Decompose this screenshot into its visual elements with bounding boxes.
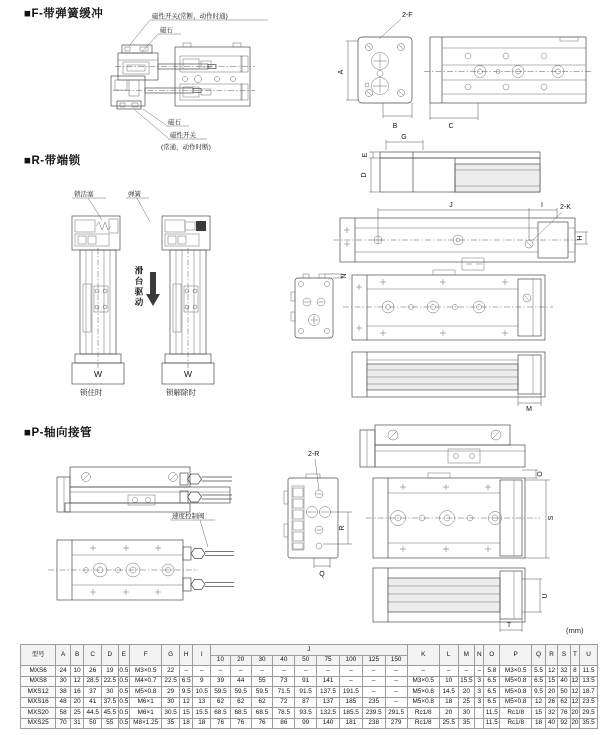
col-header-c: C bbox=[84, 645, 102, 666]
dim-cell: – bbox=[385, 697, 407, 708]
dim-cell: 19 bbox=[102, 666, 119, 677]
col-header-f: F bbox=[130, 645, 162, 666]
col-subheader-j-20: 20 bbox=[230, 655, 251, 666]
dim-cell: 12 bbox=[179, 697, 193, 708]
dim-cell: 20 bbox=[458, 687, 475, 698]
dim-cell: 12 bbox=[70, 676, 84, 687]
dim-cell: 32 bbox=[545, 708, 557, 719]
caption-locked: 锁住时 bbox=[80, 388, 103, 397]
col-header-t: T bbox=[570, 645, 579, 666]
dim-cell: 76 bbox=[251, 718, 273, 729]
dim-cell: 0.5 bbox=[118, 718, 129, 729]
col-header-m: M bbox=[458, 645, 475, 666]
dim-cell: 32 bbox=[558, 666, 570, 677]
dim-cell: M5×0.8 bbox=[500, 676, 532, 687]
dim-cell: 38 bbox=[56, 687, 71, 698]
dim-label-q: Q bbox=[319, 571, 325, 578]
table-row bbox=[21, 708, 598, 719]
dim-cell: M5×0.8 bbox=[130, 687, 162, 698]
dim-cell: 6.5 bbox=[532, 676, 546, 687]
col-header-d: D bbox=[102, 645, 119, 666]
dim-cell: – bbox=[251, 666, 273, 677]
dim-cell: 5.8 bbox=[484, 666, 500, 677]
dim-cell: 0.5 bbox=[118, 687, 129, 698]
dim-cell: 9.5 bbox=[179, 687, 193, 698]
dim-cell: 12 bbox=[532, 697, 546, 708]
dim-cell: 37 bbox=[84, 687, 102, 698]
dim-cell: 10 bbox=[439, 676, 458, 687]
dim-cell: 20 bbox=[570, 718, 579, 729]
dim-cell: M4×0.7 bbox=[130, 676, 162, 687]
dim-cell: 10 bbox=[70, 666, 84, 677]
callout-2r-label: 2-R bbox=[308, 451, 320, 458]
dim-cell: 93.5 bbox=[295, 708, 317, 719]
dim-cell: Rc1/8 bbox=[500, 708, 532, 719]
dim-cell: 3 bbox=[475, 687, 484, 698]
dim-cell: 41 bbox=[84, 697, 102, 708]
dim-label-o: O bbox=[537, 471, 544, 477]
col-subheader-j-100: 100 bbox=[339, 655, 362, 666]
dim-cell: Rc1/8 bbox=[407, 708, 439, 719]
dim-cell: 50 bbox=[84, 718, 102, 729]
dim-cell: – bbox=[458, 666, 475, 677]
dim-cell: – bbox=[439, 666, 458, 677]
dim-cell: 11.5 bbox=[484, 718, 500, 729]
model-cell: MXS20 bbox=[21, 708, 56, 719]
section-f-title: ■F-带弹簧缓冲 bbox=[24, 8, 104, 20]
callout-2f-label: 2-F bbox=[402, 12, 413, 19]
col-subheader-j-150: 150 bbox=[385, 655, 407, 666]
dim-label-m: M bbox=[526, 406, 532, 413]
dim-cell: 185 bbox=[339, 697, 362, 708]
dim-cell: Rc1/8 bbox=[407, 718, 439, 729]
dim-cell: 137 bbox=[317, 697, 340, 708]
col-header-r: R bbox=[545, 645, 557, 666]
model-cell: MXS25 bbox=[21, 718, 56, 729]
dim-cell: 30.5 bbox=[162, 708, 180, 719]
col-subheader-j-50: 50 bbox=[295, 655, 317, 666]
spring-label: 弹簧 bbox=[128, 191, 141, 198]
table-row bbox=[21, 676, 598, 687]
dim-cell: 62 bbox=[251, 697, 273, 708]
dim-cell: – bbox=[339, 666, 362, 677]
model-cell: MXS16 bbox=[21, 697, 56, 708]
dim-cell: Rc1/8 bbox=[500, 718, 532, 729]
unit-note: (mm) bbox=[566, 626, 584, 635]
dim-label-e: E bbox=[362, 152, 369, 158]
table-header bbox=[21, 645, 598, 666]
dim-cell: 279 bbox=[385, 718, 407, 729]
dim-cell: 87 bbox=[295, 697, 317, 708]
dim-cell: 11.5 bbox=[580, 666, 598, 677]
dim-label-s: S bbox=[548, 515, 555, 521]
dim-cell: 6.5 bbox=[179, 676, 193, 687]
dim-cell: 59.5 bbox=[211, 687, 231, 698]
dim-cell: 78.5 bbox=[273, 708, 295, 719]
dim-cell: 6.5 bbox=[484, 676, 500, 687]
dim-cell: 3 bbox=[475, 697, 484, 708]
model-column-header: 型号 bbox=[21, 645, 56, 666]
dim-cell: 20 bbox=[439, 708, 458, 719]
dim-cell: – bbox=[362, 666, 385, 677]
dim-cell: 92 bbox=[558, 718, 570, 729]
dim-cell: 5.5 bbox=[532, 666, 546, 677]
dim-cell: 30 bbox=[102, 687, 119, 698]
dim-cell: 10.5 bbox=[193, 687, 211, 698]
dim-cell: 132.5 bbox=[317, 708, 340, 719]
dim-cell: – bbox=[385, 666, 407, 677]
dim-cell: M6×1 bbox=[130, 708, 162, 719]
dim-cell: 23.5 bbox=[580, 697, 598, 708]
dim-cell: – bbox=[362, 676, 385, 687]
dim-cell: 30 bbox=[458, 708, 475, 719]
dim-cell: 55 bbox=[251, 676, 273, 687]
dim-cell: 20 bbox=[545, 687, 557, 698]
dim-cell: 11.5 bbox=[484, 708, 500, 719]
dim-cell: 70 bbox=[56, 718, 71, 729]
model-cell: MXS8 bbox=[21, 676, 56, 687]
dim-cell: 18 bbox=[179, 718, 193, 729]
col-header-a: A bbox=[56, 645, 71, 666]
dim-cell: 37.5 bbox=[102, 697, 119, 708]
col-header-l: L bbox=[439, 645, 458, 666]
dim-cell: 55 bbox=[102, 718, 119, 729]
dim-label-j: J bbox=[449, 202, 453, 209]
dim-cell: M5×0.8 bbox=[500, 687, 532, 698]
dim-label-b: B bbox=[392, 123, 398, 130]
dim-cell: – bbox=[193, 666, 211, 677]
dim-cell: 141 bbox=[317, 676, 340, 687]
dim-cell: 3 bbox=[475, 676, 484, 687]
model-cell: MXS6 bbox=[21, 666, 56, 677]
dim-cell: 29 bbox=[162, 687, 180, 698]
dim-cell: 71.5 bbox=[273, 687, 295, 698]
dim-label-r: R bbox=[339, 525, 346, 531]
auto-switch-bottom-note: (常通，动作时断) bbox=[161, 144, 211, 151]
dim-cell: 9.5 bbox=[532, 687, 546, 698]
magnet-bottom-label: 磁石 bbox=[168, 119, 181, 126]
dim-cell: 9 bbox=[193, 676, 211, 687]
dim-cell: 181 bbox=[339, 718, 362, 729]
p-dimension-views bbox=[278, 416, 602, 634]
dim-cell: 13 bbox=[193, 697, 211, 708]
dim-cell: M5×0.8 bbox=[407, 687, 439, 698]
dim-cell: 15.5 bbox=[458, 676, 475, 687]
dim-cell: 0.5 bbox=[118, 708, 129, 719]
table-row bbox=[21, 718, 598, 729]
table-body bbox=[21, 666, 598, 729]
dim-cell: 16 bbox=[70, 687, 84, 698]
dim-cell: – bbox=[407, 666, 439, 677]
dim-cell: M3×0.5 bbox=[130, 666, 162, 677]
col-header-o: O bbox=[484, 645, 500, 666]
dim-cell: 12 bbox=[570, 697, 579, 708]
dim-label-i: I bbox=[541, 202, 543, 209]
dim-cell: 25 bbox=[70, 708, 84, 719]
dim-cell: 191.5 bbox=[339, 687, 362, 698]
dim-cell: 12 bbox=[570, 687, 579, 698]
dim-cell: 24 bbox=[56, 666, 71, 677]
dim-cell: 40 bbox=[558, 676, 570, 687]
dim-cell: 239.5 bbox=[362, 708, 385, 719]
dim-cell: 59.5 bbox=[251, 687, 273, 698]
dim-cell: 76 bbox=[230, 718, 251, 729]
col-header-h: H bbox=[179, 645, 193, 666]
dim-cell: 68.5 bbox=[230, 708, 251, 719]
dimension-table bbox=[20, 644, 598, 729]
col-subheader-j-40: 40 bbox=[273, 655, 295, 666]
dim-label-t: T bbox=[506, 622, 512, 629]
dim-cell: 238 bbox=[362, 718, 385, 729]
dim-cell: – bbox=[295, 666, 317, 677]
dim-label-h: H bbox=[577, 235, 584, 241]
col-header-k: K bbox=[407, 645, 439, 666]
dim-cell: – bbox=[362, 687, 385, 698]
auto-switch-bottom-label: 磁性开关 bbox=[170, 132, 196, 139]
col-subheader-j-10: 10 bbox=[211, 655, 231, 666]
col-subheader-j-30: 30 bbox=[251, 655, 273, 666]
dim-cell: 6.5 bbox=[484, 687, 500, 698]
dim-cell: – bbox=[339, 676, 362, 687]
dim-cell: 235 bbox=[362, 697, 385, 708]
dim-cell: 58 bbox=[56, 708, 71, 719]
dim-cell: 140 bbox=[317, 718, 340, 729]
dim-cell: M5×0.8 bbox=[500, 697, 532, 708]
section-r-title: ■R-带端锁 bbox=[24, 155, 81, 167]
dim-cell: – bbox=[385, 687, 407, 698]
dim-cell: – bbox=[385, 676, 407, 687]
dim-cell: 185.5 bbox=[339, 708, 362, 719]
p-axial-piping-diagram bbox=[38, 435, 290, 633]
dim-cell: 8 bbox=[570, 666, 579, 677]
dim-cell: 35.5 bbox=[580, 718, 598, 729]
dim-cell bbox=[475, 718, 484, 729]
dim-cell: 0.5 bbox=[118, 676, 129, 687]
dim-cell: 0.5 bbox=[118, 697, 129, 708]
col-header-s: S bbox=[558, 645, 570, 666]
dim-cell bbox=[475, 708, 484, 719]
dim-cell: – bbox=[317, 666, 340, 677]
dim-cell: 12 bbox=[570, 676, 579, 687]
dim-cell: 86 bbox=[273, 718, 295, 729]
dim-cell: M8×1.25 bbox=[130, 718, 162, 729]
col-header-p: P bbox=[500, 645, 532, 666]
dim-cell: 22.5 bbox=[102, 676, 119, 687]
dim-cell: 50 bbox=[558, 687, 570, 698]
dim-label-u: U bbox=[542, 593, 549, 599]
dim-label-n: N bbox=[341, 273, 348, 279]
dim-cell: 45.5 bbox=[102, 708, 119, 719]
col-header-j-group: J bbox=[211, 645, 407, 656]
dim-cell: – bbox=[179, 666, 193, 677]
dim-cell: 20 bbox=[570, 708, 579, 719]
dim-cell: 26 bbox=[84, 666, 102, 677]
dim-cell: 291.5 bbox=[385, 708, 407, 719]
dim-cell: 48 bbox=[56, 697, 71, 708]
dim-cell: 22 bbox=[162, 666, 180, 677]
section-p-title: ■P-轴向接管 bbox=[24, 427, 92, 439]
col-subheader-j-125: 125 bbox=[362, 655, 385, 666]
col-header-e: E bbox=[118, 645, 129, 666]
dim-cell: 14.5 bbox=[439, 687, 458, 698]
dim-cell: 13.5 bbox=[580, 676, 598, 687]
f-dimension-views bbox=[338, 8, 598, 132]
dim-cell: 91 bbox=[295, 676, 317, 687]
dim-cell: 18.7 bbox=[580, 687, 598, 698]
dim-label-w-left: W bbox=[93, 369, 103, 379]
col-header-u: U bbox=[580, 645, 598, 666]
dim-cell: 62 bbox=[211, 697, 231, 708]
dim-cell: 73 bbox=[273, 676, 295, 687]
dim-cell: M6×1 bbox=[130, 697, 162, 708]
table-row bbox=[21, 687, 598, 698]
dim-label-d: D bbox=[361, 172, 368, 178]
dim-label-w-right: W bbox=[183, 369, 193, 379]
r-endlock-diagram bbox=[58, 186, 293, 398]
r-dimension-views bbox=[283, 132, 602, 412]
dim-cell: – bbox=[211, 666, 231, 677]
dim-cell: 62 bbox=[558, 697, 570, 708]
dim-cell: 25 bbox=[458, 697, 475, 708]
col-header-q: Q bbox=[532, 645, 546, 666]
dim-cell: 18 bbox=[439, 697, 458, 708]
col-header-b: B bbox=[70, 645, 84, 666]
dim-label-a: A bbox=[338, 69, 345, 75]
dim-cell: 22.5 bbox=[162, 676, 180, 687]
table-row bbox=[21, 697, 598, 708]
dim-cell: M3×0.5 bbox=[500, 666, 532, 677]
dim-cell: 76 bbox=[558, 708, 570, 719]
dim-cell: 30 bbox=[162, 697, 180, 708]
magnet-top-label: 磁石 bbox=[160, 27, 173, 34]
col-header-n: N bbox=[475, 645, 484, 666]
dim-cell: 68.5 bbox=[211, 708, 231, 719]
speed-controller-label: 速度控制阀 bbox=[172, 513, 205, 520]
dim-label-c: C bbox=[448, 123, 454, 130]
dim-label-g: G bbox=[401, 134, 407, 141]
dim-cell: 30 bbox=[56, 676, 71, 687]
slide-drive-label: 滑台驱动 bbox=[134, 266, 144, 308]
dim-cell: 12 bbox=[545, 666, 557, 677]
dim-cell: 68.5 bbox=[251, 708, 273, 719]
caption-unlocked: 锁解除时 bbox=[166, 388, 196, 397]
auto-switch-top-label: 磁性开关(常断，动作时通) bbox=[152, 13, 228, 20]
dim-cell: 44.5 bbox=[84, 708, 102, 719]
dim-cell: M3×0.5 bbox=[407, 676, 439, 687]
dim-cell: 18 bbox=[193, 718, 211, 729]
col-header-i: I bbox=[193, 645, 211, 666]
dim-cell: 99 bbox=[295, 718, 317, 729]
dim-cell: M5×0.8 bbox=[407, 697, 439, 708]
table-row bbox=[21, 666, 598, 677]
dim-cell: 15 bbox=[532, 708, 546, 719]
dim-cell: 15 bbox=[545, 676, 557, 687]
dim-cell: 59.5 bbox=[230, 687, 251, 698]
dim-cell: 44 bbox=[230, 676, 251, 687]
dim-cell: 62 bbox=[230, 697, 251, 708]
dim-cell: 35 bbox=[162, 718, 180, 729]
model-cell: MXS12 bbox=[21, 687, 56, 698]
dim-cell: 40 bbox=[545, 718, 557, 729]
dim-cell: 31 bbox=[70, 718, 84, 729]
col-header-g: G bbox=[162, 645, 180, 666]
lock-piston-label: 锁活塞 bbox=[74, 191, 94, 198]
dim-cell: 76 bbox=[211, 718, 231, 729]
dim-cell: 15 bbox=[179, 708, 193, 719]
dim-cell: 91.5 bbox=[295, 687, 317, 698]
dim-cell: 137.5 bbox=[317, 687, 340, 698]
dim-cell: 15.5 bbox=[193, 708, 211, 719]
dim-cell: 39 bbox=[211, 676, 231, 687]
col-subheader-j-75: 75 bbox=[317, 655, 340, 666]
dim-cell: – bbox=[475, 666, 484, 677]
dim-cell: – bbox=[230, 666, 251, 677]
dim-cell: 29.5 bbox=[580, 708, 598, 719]
dim-cell: 26 bbox=[545, 697, 557, 708]
dim-cell: 0.5 bbox=[118, 666, 129, 677]
dim-cell: 25.5 bbox=[439, 718, 458, 729]
dim-cell: 28.5 bbox=[84, 676, 102, 687]
dim-cell: 20 bbox=[70, 697, 84, 708]
dim-cell: 72 bbox=[273, 697, 295, 708]
dim-cell: 35 bbox=[458, 718, 475, 729]
dim-cell: 18 bbox=[532, 718, 546, 729]
dim-cell: – bbox=[273, 666, 295, 677]
callout-2k-label: 2-K bbox=[560, 204, 571, 211]
dim-cell: 6.5 bbox=[484, 697, 500, 708]
